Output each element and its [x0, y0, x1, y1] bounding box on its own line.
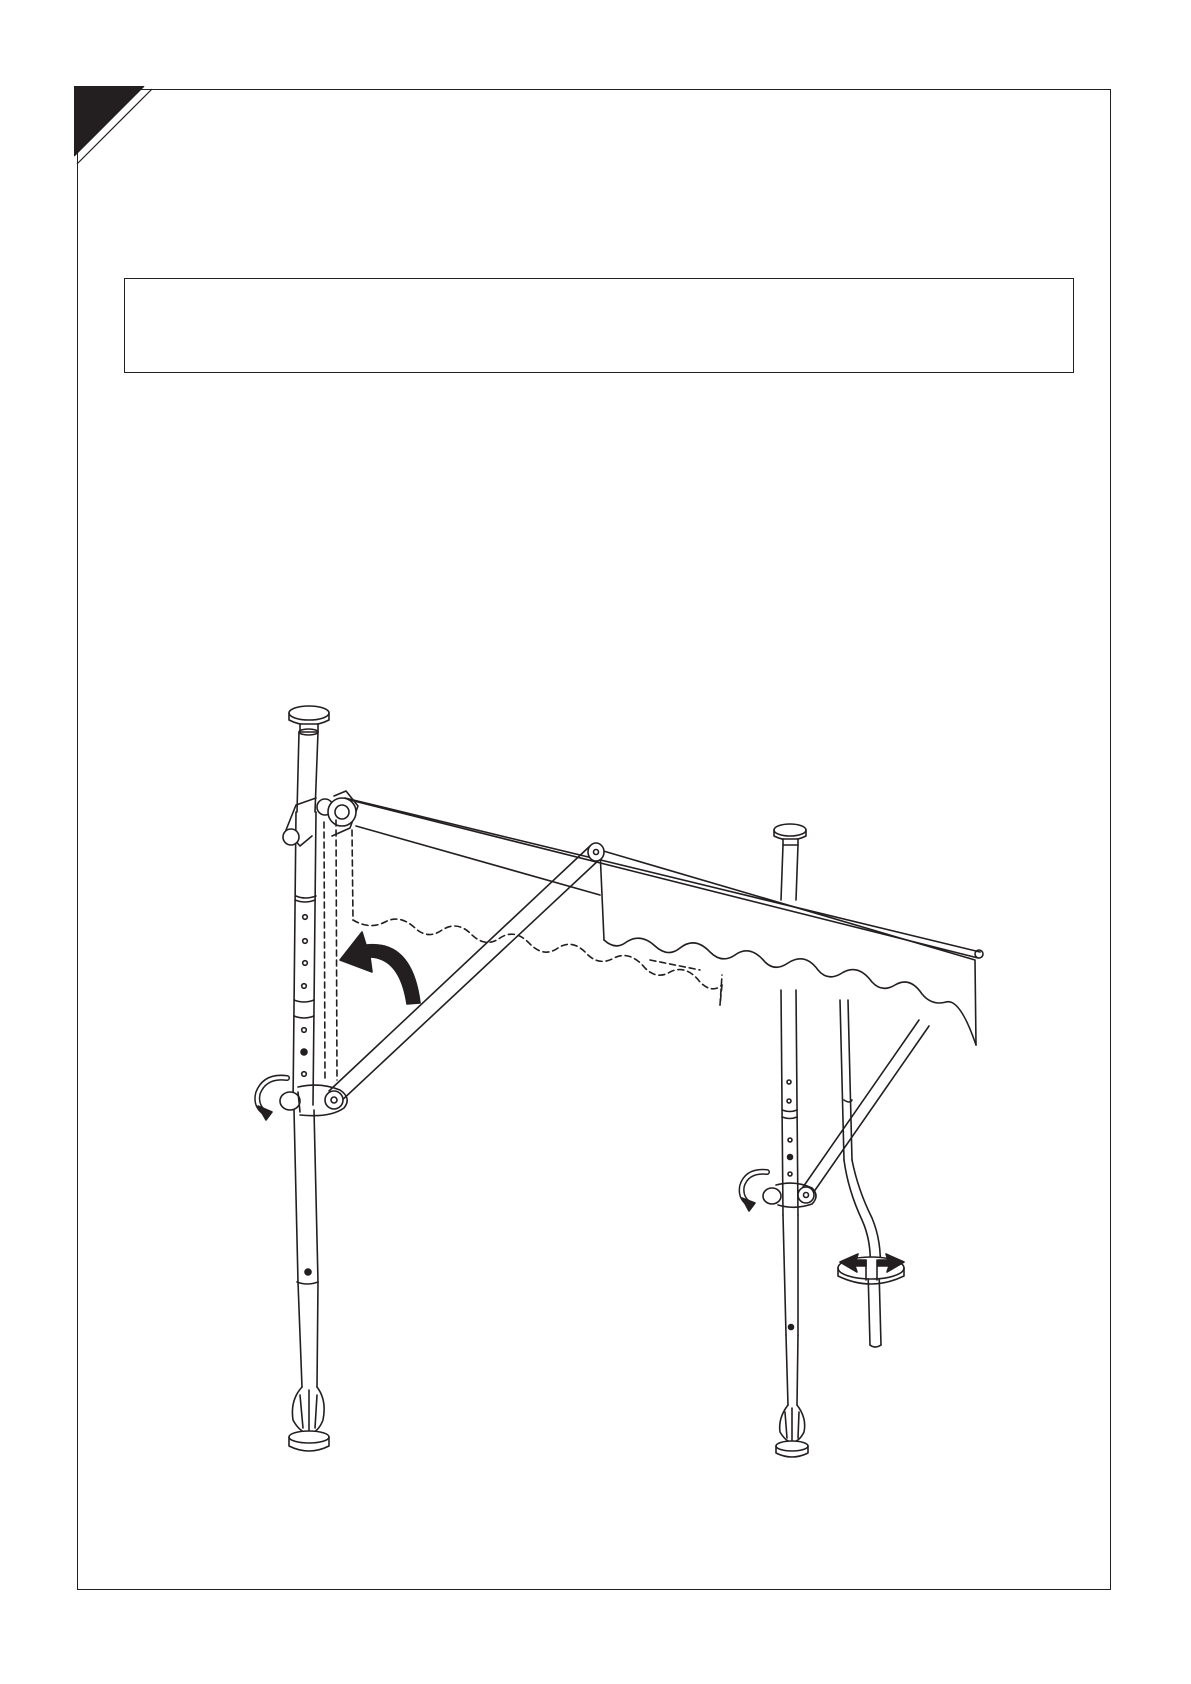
fabric-valance-icon	[600, 850, 976, 1045]
right-support-arm-icon	[763, 1020, 929, 1207]
crank-handle-icon	[838, 1000, 904, 1347]
swing-arrow-icon	[340, 932, 420, 1004]
right-rotate-arrow-icon	[742, 1172, 767, 1211]
left-bracket-icon	[283, 791, 358, 846]
left-support-arm-icon	[280, 843, 604, 1116]
right-pole-icon	[774, 824, 808, 1457]
left-pole-icon	[289, 706, 329, 1451]
